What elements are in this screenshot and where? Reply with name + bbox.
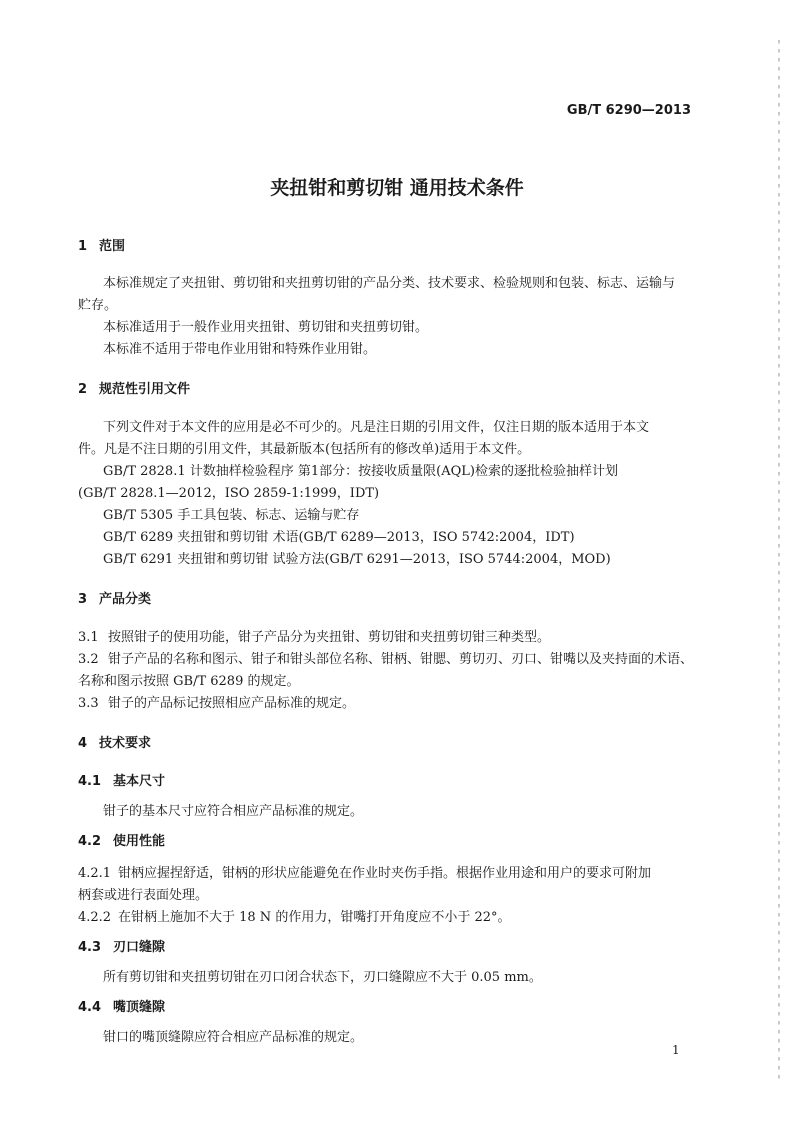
section-3-heading: 3 产品分类 [78,592,152,607]
s2-paragraph-line-2: 件。凡是不注日期的引用文件，其最新版本(包括所有的修改单)适用于本文件。 [78,442,531,457]
section-1-heading: 1 范围 [78,239,126,254]
section-4-heading: 4 技术要求 [78,736,152,751]
section-2-heading: 2 规范性引用文件 [78,382,191,397]
s1-paragraph-1-line-1: 本标准规定了夹扭钳、剪切钳和夹扭剪切钳的产品分类、技术要求、检验规则和包装、标志、运输与 [103,276,676,291]
standard-number: GB/T 6290—2013 [566,103,691,118]
reference-3: GB/T 6289 夹扭钳和剪切钳 术语(GB/T 6289—2013，ISO 5742:2004，IDT) [103,530,575,545]
s4-3-paragraph: 所有剪切钳和夹扭剪切钳在刃口闭合状态下，刃口缝隙应不大于 0.05 mm。 [103,970,542,985]
subsection-4-1-heading: 4.1 基本尺寸 [78,774,166,789]
subsection-4-4-heading: 4.4 嘴顶缝隙 [78,1000,166,1015]
clause-4-2-1-line-2: 柄套或进行表面处理。 [78,888,209,903]
clause-4-2-1-line-1: 4.2.1 钳柄应握捏舒适，钳柄的形状应能避免在作业时夹伤手指。根据作业用途和用户的要求可附加 [78,866,652,881]
subsection-4-2-heading: 4.2 使用性能 [78,834,166,849]
s1-paragraph-1-line-2: 贮存。 [78,298,118,313]
page-number: 1 [672,1043,680,1057]
document-title: 夹扭钳和剪切钳 通用技术条件 [270,177,524,199]
reference-1-line-2: (GB/T 2828.1—2012，ISO 2859-1:1999，IDT) [78,486,380,501]
clause-3-3: 3.3 钳子的产品标记按照相应产品标准的规定。 [78,696,356,711]
reference-1-line-1: GB/T 2828.1 计数抽样检验程序 第1部分：按接收质量限(AQL)检索的逐批检验抽样计划 [103,464,618,479]
s4-4-paragraph: 钳口的嘴顶缝隙应符合相应产品标准的规定。 [103,1030,364,1045]
s4-1-paragraph: 钳子的基本尺寸应符合相应产品标准的规定。 [103,804,364,819]
clause-4-2-2: 4.2.2 在钳柄上施加不大于 18 N 的作用力，钳嘴打开角度应不小于 22°。 [78,910,511,925]
reference-4: GB/T 6291 夹扭钳和剪切钳 试验方法(GB/T 6291—2013，ISO 5744:2004，MOD) [103,552,611,567]
clause-3-2-line-2: 名称和图示按照 GB/T 6289 的规定。 [78,674,300,689]
subsection-4-3-heading: 4.3 刃口缝隙 [78,940,166,955]
s2-paragraph-line-1: 下列文件对于本文件的应用是必不可少的。凡是注日期的引用文件，仅注日期的版本适用于本文 [103,420,650,435]
clause-3-1: 3.1 按照钳子的使用功能，钳子产品分为夹扭钳、剪切钳和夹扭剪切钳三种类型。 [78,630,551,645]
reference-2: GB/T 5305 手工具包装、标志、运输与贮存 [103,508,360,523]
clause-3-2-line-1: 3.2 钳子产品的名称和图示、钳子和钳头部位名称、钳柄、钳腮、剪切刃、刃口、钳嘴以及夹持面的术语、 [78,652,694,667]
s1-paragraph-2: 本标准适用于一般作业用夹扭钳、剪切钳和夹扭剪切钳。 [103,320,429,335]
s1-paragraph-3: 本标准不适用于带电作业用钳和特殊作业用钳。 [103,342,377,357]
